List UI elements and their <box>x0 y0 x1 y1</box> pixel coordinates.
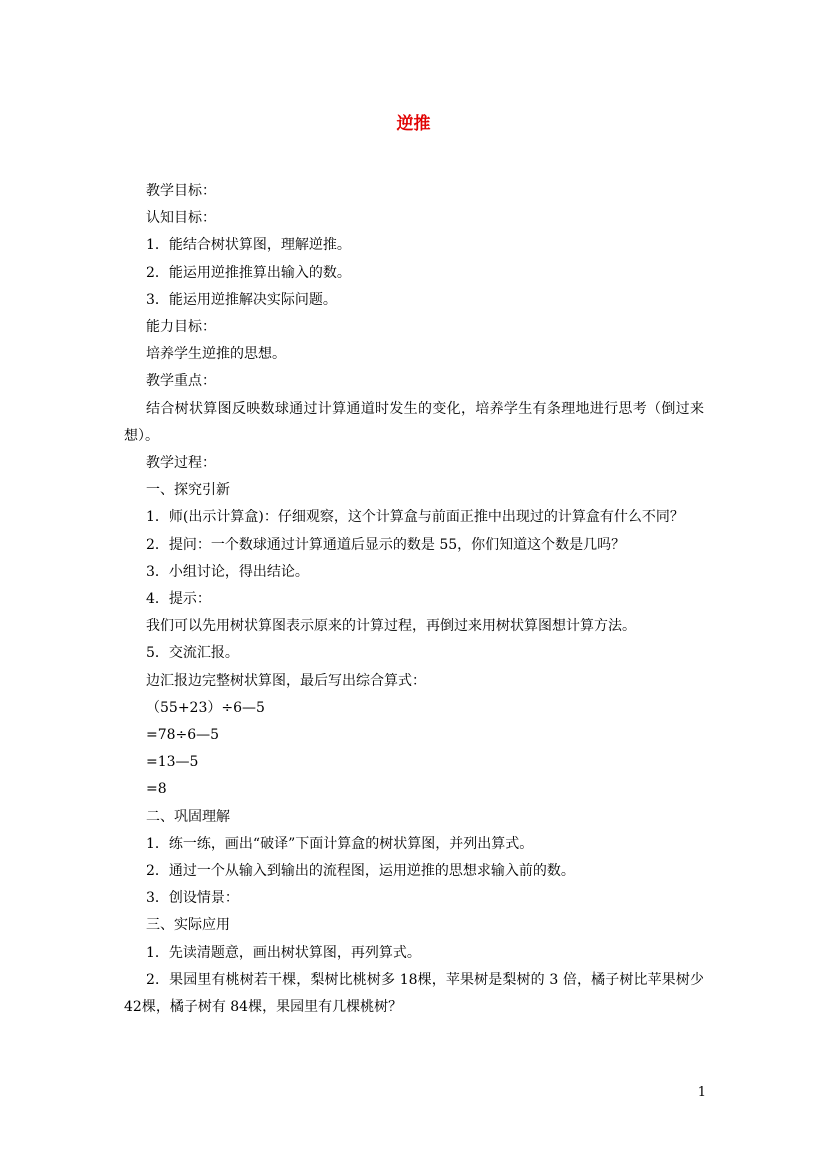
paragraph: 2．果园里有桃树若干棵，梨树比桃树多 18棵，苹果树是梨树的 3 倍，橘子树比苹果树少 42棵，橘子树有 84棵，果园里有几棵桃树？ <box>124 971 704 1016</box>
page-number: 1 <box>697 1085 706 1100</box>
paragraph: 2．提问：一个数球通过计算通道后显示的数是 55，你们知道这个数是几吗？ <box>146 536 626 553</box>
paragraph: 教学目标： <box>146 183 216 199</box>
paragraph: 边汇报边完整树状算图，最后写出综合算式： <box>146 672 426 689</box>
paragraph: 二、巩固理解 <box>146 808 230 825</box>
formula-line: =13—5 <box>146 754 199 771</box>
paragraph: 我们可以先用树状算图表示原来的计算过程，再倒过来用树状算图想计算方法。 <box>146 618 636 635</box>
paragraph: 2．能运用逆推推算出输入的数。 <box>146 264 351 281</box>
paragraph: 认知目标： <box>146 210 216 227</box>
page-title: 逆推 <box>396 114 431 134</box>
paragraph: 4．提示： <box>146 591 211 608</box>
paragraph: 教学过程： <box>146 455 216 472</box>
document-body <box>124 178 704 1021</box>
paragraph: 1．先读清题意，画出树状算图，再列算式。 <box>146 944 421 961</box>
paragraph: 结合树状算图反映数球通过计算通道时发生的变化，培养学生有条理地进行思考（倒过来想）。 <box>124 400 704 444</box>
formula-line: =8 <box>146 781 167 798</box>
paragraph: 1．能结合树状算图，理解逆推。 <box>146 237 351 254</box>
paragraph: 3．小组讨论，得出结论。 <box>146 563 309 580</box>
paragraph: 2．通过一个从输入到输出的流程图，运用逆推的思想求输入前的数。 <box>146 863 575 880</box>
paragraph: 三、实际应用 <box>146 917 230 934</box>
paragraph: 1．练一练，画出“破译”下面计算盒的树状算图，并列出算式。 <box>146 835 534 852</box>
formula-line: （55+23）÷6—5 <box>146 699 265 716</box>
paragraph: 能力目标： <box>146 319 216 336</box>
paragraph: 培养学生逆推的思想。 <box>146 346 286 363</box>
paragraph: 3．创设情景： <box>146 890 239 907</box>
paragraph: 教学重点： <box>146 373 216 390</box>
paragraph: 1．师(出示计算盒)：仔细观察，这个计算盒与前面正推中出现过的计算盒有什么不同？ <box>146 509 684 526</box>
formula-line: =78÷6—5 <box>146 727 220 744</box>
paragraph: 一、探究引新 <box>146 482 230 499</box>
paragraph: 3．能运用逆推解决实际问题。 <box>146 291 337 308</box>
paragraph: 5．交流汇报。 <box>146 645 239 662</box>
